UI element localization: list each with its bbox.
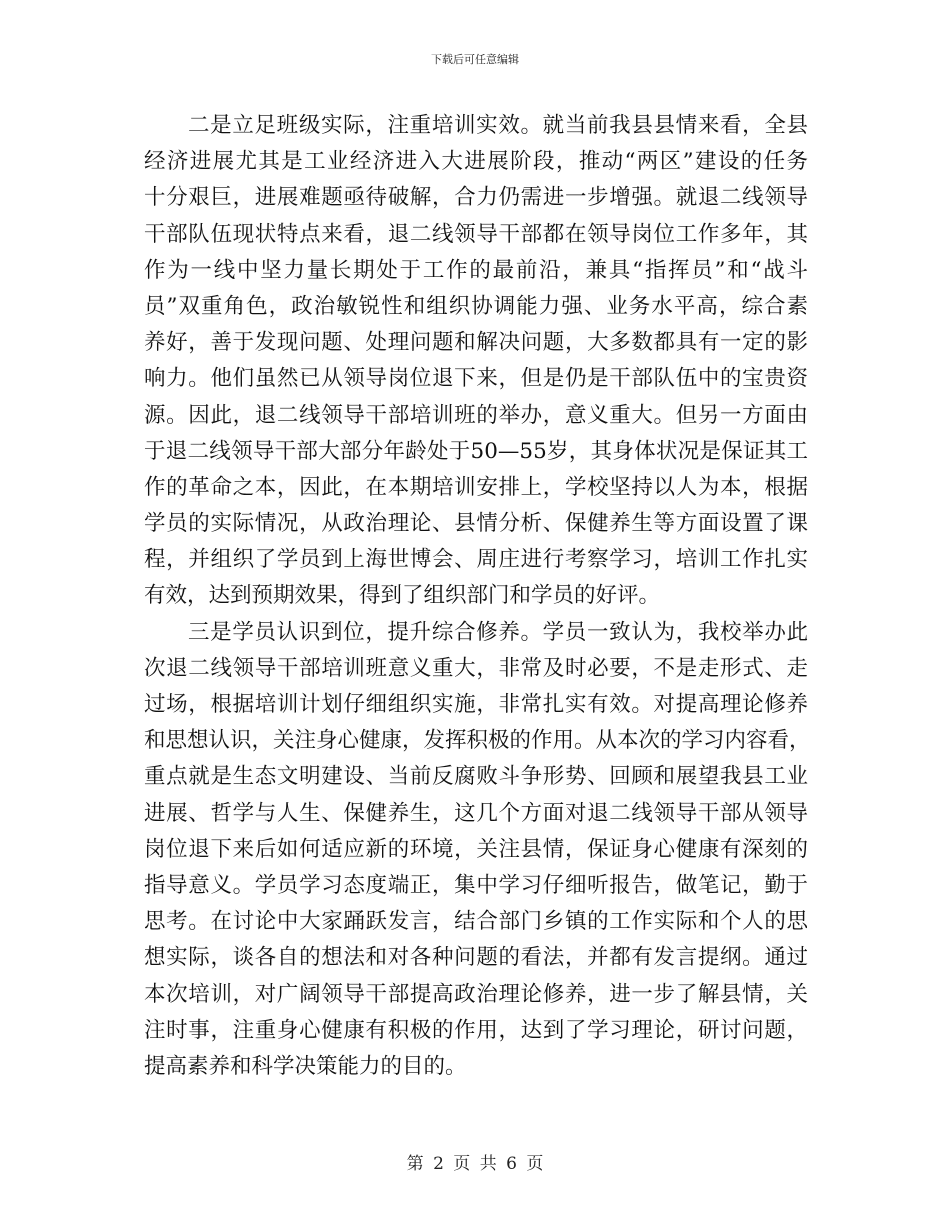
text-line: 提高素养和科学决策能力的目的。 [144, 1053, 467, 1079]
text-line: 学员的实际情况，从政治理论、县情分析、保健养生等方面设置了课 [144, 511, 808, 537]
text-line: 养好，善于发现问题、处理问题和解决问题，大多数都具有一定的影 [144, 330, 808, 356]
text-line: 经济进展尤其是工业经济进入大进展阶段，推动“两区”建设的任务 [144, 149, 808, 175]
paragraph [144, 615, 811, 1085]
text-line: 和思想认识，关注身心健康，发挥积极的作用。从本次的学习内容看， [144, 728, 811, 754]
text-line: 作为一线中坚力量长期处于工作的最前沿，兼具“指挥员”和“战斗 [144, 257, 808, 283]
text-line: 二是立足班级实际，注重培训实效。就当前我县县情来看，全县 [188, 113, 808, 138]
text-line: 三是学员认识到位，提升综合修养。学员一致认为，我校举办此 [188, 619, 808, 645]
text-line: 程，并组织了学员到上海世博会、周庄进行考察学习，培训工作扎实 [144, 547, 808, 573]
text-line: 于退二线领导干部大部分年龄处于50—55岁，其身体状况是保证其工 [144, 438, 808, 464]
text-line: 源。因此，退二线领导干部培训班的举办，意义重大。但另一方面由 [144, 402, 808, 428]
text-line: 员”双重角色，政治敏锐性和组织协调能力强、业务水平高，综合素 [144, 293, 808, 319]
paragraph [144, 108, 808, 615]
text-line: 过场，根据培训计划仔细组织实施，非常扎实有效。对提高理论修养 [144, 692, 808, 717]
text-line: 指导意义。学员学习态度端正，集中学习仔细听报告，做笔记，勤于 [144, 872, 808, 898]
text-line: 干部队伍现状特点来看，退二线领导干部都在领导岗位工作多年，其 [144, 221, 808, 247]
document-body [144, 108, 811, 1085]
text-line: 响力。他们虽然已从领导岗位退下来，但是仍是干部队伍中的宝贵资 [144, 366, 808, 392]
text-line: 注时事，注重身心健康有积极的作用，达到了学习理论，研讨问题， [144, 1017, 808, 1043]
page-footer: 第 2 页 共 6 页 [406, 1154, 544, 1174]
text-line: 思考。在讨论中大家踊跃发言，结合部门乡镇的工作实际和个人的思 [144, 909, 808, 935]
text-line: 想实际，谈各自的想法和对各种问题的看法，并都有发言提纲。通过 [144, 945, 808, 971]
text-line: 重点就是生态文明建设、当前反腐败斗争形势、回顾和展望我县工业 [144, 764, 808, 790]
text-line: 本次培训，对广阔领导干部提高政治理论修养，进一步了解县情，关 [144, 981, 808, 1007]
text-line: 十分艰巨，进展难题亟待破解，合力仍需进一步增强。就退二线领导 [144, 185, 808, 211]
text-line: 次退二线领导干部培训班意义重大，非常及时必要，不是走形式、走 [144, 655, 808, 681]
text-line: 岗位退下来后如何适应新的环境，关注县情，保证身心健康有深刻的 [144, 836, 808, 862]
text-line: 有效，达到预期效果，得到了组织部门和学员的好评。 [144, 583, 661, 609]
text-line: 进展、哲学与人生、保健养生，这几个方面对退二线领导干部从领导 [144, 800, 808, 826]
page-header: 下载后可任意编辑 [431, 53, 519, 66]
text-line: 作的革命之本，因此，在本期培训安排上，学校坚持以人为本，根据 [144, 474, 808, 500]
